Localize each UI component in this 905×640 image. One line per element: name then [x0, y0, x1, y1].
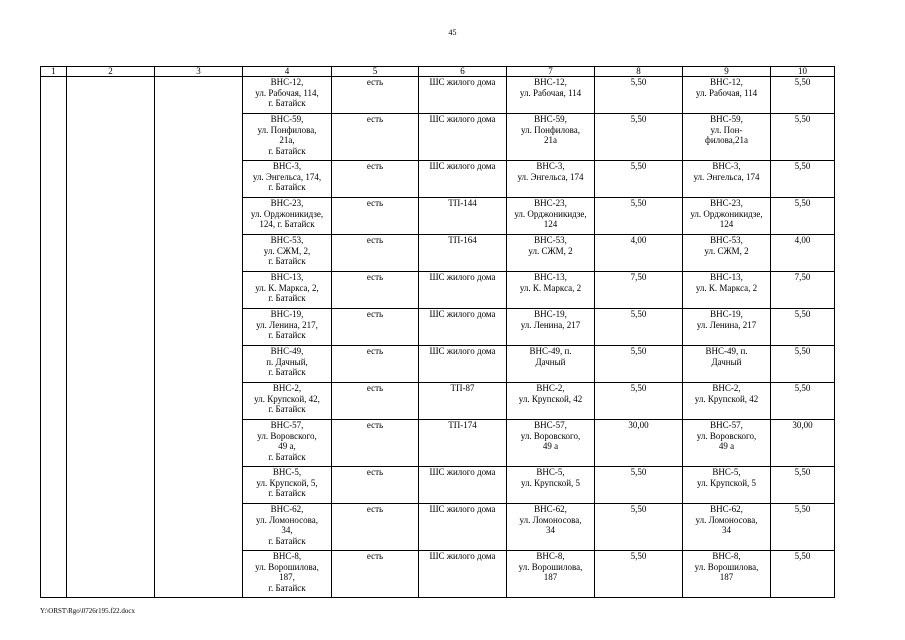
- table-cell-c6: ТП-164: [419, 235, 507, 272]
- table-cell-c10: 5,50: [771, 77, 835, 114]
- table-cell-c7: ВНС-12, ул. Рабочая, 114: [507, 77, 595, 114]
- table-cell-c5: есть: [332, 235, 419, 272]
- table-cell-c9: ВНС-12, ул. Рабочая, 114: [683, 77, 771, 114]
- table-cell-c6: ШС жилого дома: [419, 161, 507, 198]
- table-cell-c9: ВНС-2, ул. Крупской, 42: [683, 383, 771, 420]
- table-cell-c8: 5,50: [595, 346, 683, 383]
- table-cell-c4: ВНС-49, п. Дачный, г. Батайск: [243, 346, 332, 383]
- table-cell-c4: ВНС-3, ул. Энгельса, 174, г. Батайск: [243, 161, 332, 198]
- table-cell-c4: ВНС-53, ул. СЖМ, 2, г. Батайск: [243, 235, 332, 272]
- table-cell-c10: 5,50: [771, 309, 835, 346]
- column-header: 5: [332, 67, 419, 77]
- table-cell-c5: есть: [332, 198, 419, 235]
- table-cell-c9: ВНС-13, ул. К. Маркса, 2: [683, 272, 771, 309]
- table-cell-c8: 5,50: [595, 198, 683, 235]
- table-cell-c6: ШС жилого дома: [419, 114, 507, 161]
- column-header: 6: [419, 67, 507, 77]
- table-cell-c9: ВНС-19, ул. Ленина, 217: [683, 309, 771, 346]
- table-cell-c5: есть: [332, 77, 419, 114]
- table-cell-c5: есть: [332, 467, 419, 504]
- table-cell-c9: ВНС-5, ул. Крупской, 5: [683, 467, 771, 504]
- column-header: 3: [155, 67, 243, 77]
- table-cell-c10: 5,50: [771, 346, 835, 383]
- table-cell-c6: ТП-87: [419, 383, 507, 420]
- table-cell-c10: 5,50: [771, 383, 835, 420]
- table-cell-c5: есть: [332, 420, 419, 467]
- table-cell-c6: ШС жилого дома: [419, 467, 507, 504]
- table-cell-c9: ВНС-8, ул. Ворошилова, 187: [683, 551, 771, 598]
- table-cell-c9: ВНС-23, ул. Орджоникидзе, 124: [683, 198, 771, 235]
- table-cell-c7: ВНС-2, ул. Крупской, 42: [507, 383, 595, 420]
- data-table: [40, 66, 835, 598]
- table-cell-c9: ВНС-3, ул. Энгельса, 174: [683, 161, 771, 198]
- table-cell-c7: ВНС-19, ул. Ленина, 217: [507, 309, 595, 346]
- table-cell-c10: 5,50: [771, 161, 835, 198]
- page-number: 45: [448, 28, 457, 37]
- table-cell-c8: 5,50: [595, 77, 683, 114]
- table-cell-c8: 30,00: [595, 420, 683, 467]
- table-cell-c8: 5,50: [595, 467, 683, 504]
- table-cell-c9: ВНС-62, ул. Ломоносова, 34: [683, 504, 771, 551]
- table-cell-c5: есть: [332, 272, 419, 309]
- table-cell-c4: ВНС-2, ул. Крупской, 42, г. Батайск: [243, 383, 332, 420]
- table-cell-c4: ВНС-13, ул. К. Маркса, 2, г. Батайск: [243, 272, 332, 309]
- column-number-row: [41, 67, 835, 77]
- table-cell-c10: 7,50: [771, 272, 835, 309]
- table-cell-c9: ВНС-57, ул. Воровского, 49 а: [683, 420, 771, 467]
- table-cell-c5: есть: [332, 551, 419, 598]
- table-cell-c5: есть: [332, 504, 419, 551]
- table-cell-c7: ВНС-62, ул. Ломоносова, 34: [507, 504, 595, 551]
- table-cell-c8: 5,50: [595, 161, 683, 198]
- table-body: [41, 77, 835, 598]
- table-cell-c8: 5,50: [595, 114, 683, 161]
- table-cell-c6: ШС жилого дома: [419, 504, 507, 551]
- table-cell-c6: ТП-144: [419, 198, 507, 235]
- table-cell-c10: 5,50: [771, 504, 835, 551]
- table-cell-c10: 5,50: [771, 551, 835, 598]
- table-cell-c4: ВНС-59, ул. Понфилова, 21а, г. Батайск: [243, 114, 332, 161]
- table-cell-c4: ВНС-8, ул. Ворошилова, 187, г. Батайск: [243, 551, 332, 598]
- table-cell-c7: ВНС-13, ул. К. Маркса, 2: [507, 272, 595, 309]
- column-header: 7: [507, 67, 595, 77]
- table-cell-c10: 4,00: [771, 235, 835, 272]
- column-header: 1: [41, 67, 67, 77]
- table-cell-c9: ВНС-53, ул. СЖМ, 2: [683, 235, 771, 272]
- empty-merged-cell: [67, 77, 155, 598]
- table-cell-c7: ВНС-8, ул. Ворошилова, 187: [507, 551, 595, 598]
- table-cell-c5: есть: [332, 161, 419, 198]
- table-cell-c7: ВНС-49, п. Дачный: [507, 346, 595, 383]
- table-cell-c10: 30,00: [771, 420, 835, 467]
- table-cell-c6: ШС жилого дома: [419, 346, 507, 383]
- footer-file-path: Y:\ORST\Rgo\0726r195.f22.docx: [40, 607, 136, 615]
- table-cell-c7: ВНС-5, ул. Крупской, 5: [507, 467, 595, 504]
- table-cell-c5: есть: [332, 346, 419, 383]
- table-cell-c7: ВНС-23, ул. Орджоникидзе, 124: [507, 198, 595, 235]
- table-row: [41, 77, 835, 114]
- table-cell-c8: 5,50: [595, 504, 683, 551]
- table-cell-c4: ВНС-19, ул. Ленина, 217, г. Батайск: [243, 309, 332, 346]
- table-cell-c6: ШС жилого дома: [419, 77, 507, 114]
- table-cell-c4: ВНС-23, ул. Орджоникидзе, 124, г. Батайск: [243, 198, 332, 235]
- table-cell-c8: 5,50: [595, 309, 683, 346]
- column-header: 4: [243, 67, 332, 77]
- column-header: 2: [67, 67, 155, 77]
- table-cell-c4: ВНС-62, ул. Ломоносова, 34, г. Батайск: [243, 504, 332, 551]
- table-cell-c5: есть: [332, 383, 419, 420]
- table-cell-c10: 5,50: [771, 467, 835, 504]
- table-cell-c6: ТП-174: [419, 420, 507, 467]
- table-cell-c10: 5,50: [771, 198, 835, 235]
- table-cell-c6: ШС жилого дома: [419, 272, 507, 309]
- table-cell-c4: ВНС-57, ул. Воровского, 49 а, г. Батайск: [243, 420, 332, 467]
- empty-merged-cell: [41, 77, 67, 598]
- table-cell-c9: ВНС-59, ул. Пон- филова,21а: [683, 114, 771, 161]
- table-cell-c7: ВНС-59, ул. Понфилова, 21а: [507, 114, 595, 161]
- table-cell-c6: ШС жилого дома: [419, 309, 507, 346]
- table-cell-c8: 5,50: [595, 383, 683, 420]
- column-header: 9: [683, 67, 771, 77]
- table-cell-c5: есть: [332, 309, 419, 346]
- table-cell-c8: 4,00: [595, 235, 683, 272]
- table-cell-c8: 7,50: [595, 272, 683, 309]
- table-cell-c8: 5,50: [595, 551, 683, 598]
- table-cell-c7: ВНС-3, ул. Энгельса, 174: [507, 161, 595, 198]
- table-cell-c4: ВНС-12, ул. Рабочая, 114, г. Батайск: [243, 77, 332, 114]
- table-cell-c4: ВНС-5, ул. Крупской, 5, г. Батайск: [243, 467, 332, 504]
- column-header: 8: [595, 67, 683, 77]
- table-cell-c9: ВНС-49, п. Дачный: [683, 346, 771, 383]
- table-cell-c6: ШС жилого дома: [419, 551, 507, 598]
- column-header: 10: [771, 67, 835, 77]
- table-cell-c7: ВНС-57, ул. Воровского, 49 а: [507, 420, 595, 467]
- empty-merged-cell: [155, 77, 243, 598]
- table-cell-c5: есть: [332, 114, 419, 161]
- table-cell-c7: ВНС-53, ул. СЖМ, 2: [507, 235, 595, 272]
- table-cell-c10: 5,50: [771, 114, 835, 161]
